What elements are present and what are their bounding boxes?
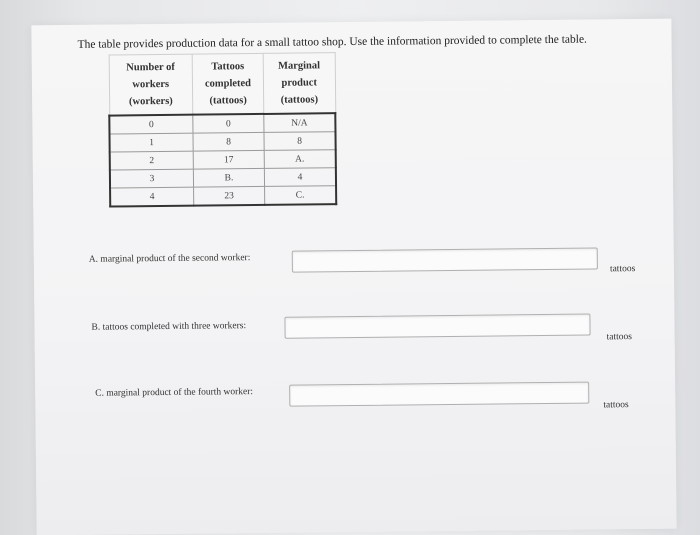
table-cell: A. [264, 150, 336, 169]
header-workers: Number of workers (workers) [109, 54, 193, 115]
table-cell: 1 [109, 133, 193, 152]
instructions-text: The table provides production data for a small tattoo shop. Use the information provided to complete the table. [77, 33, 587, 51]
worksheet-page [31, 19, 676, 535]
table-cell: B. [193, 168, 264, 187]
table-row [110, 150, 336, 170]
answer-b-unit: tattoos [606, 332, 633, 343]
question-b-label: B. tattoos completed with three workers: [91, 321, 247, 333]
table-cell: 8 [264, 132, 336, 151]
answer-c-input[interactable] [289, 382, 589, 407]
table-body [109, 113, 336, 206]
table-cell: C. [265, 186, 337, 205]
question-a-label: A. marginal product of the second worker: [88, 253, 251, 265]
table-cell: 4 [110, 187, 194, 206]
table-cell: 0 [193, 114, 264, 133]
header-tattoos-completed: Tattoos completed (tattoos) [192, 53, 264, 114]
table-cell: 3 [110, 169, 194, 188]
answer-c-unit: tattoos [603, 400, 629, 411]
table-cell: N/A [264, 113, 336, 132]
table-cell: 0 [109, 115, 193, 134]
question-c-label: C. marginal product of the fourth worker: [95, 387, 254, 399]
table-cell: 4 [264, 168, 336, 187]
table-cell: 17 [193, 150, 264, 169]
answer-a-unit: tattoos [609, 264, 636, 275]
table-row [110, 168, 336, 188]
table-row [109, 113, 335, 134]
table-header-row [109, 53, 336, 116]
table-row [110, 186, 336, 207]
answer-b-input[interactable] [284, 314, 590, 339]
table-cell: 2 [110, 151, 194, 170]
table-row [109, 132, 335, 152]
table-cell: 8 [193, 132, 264, 151]
production-table [108, 52, 338, 207]
table-cell: 23 [194, 186, 265, 205]
header-marginal-product: Marginal product (tattoos) [263, 53, 335, 114]
answer-a-input[interactable] [292, 247, 598, 272]
